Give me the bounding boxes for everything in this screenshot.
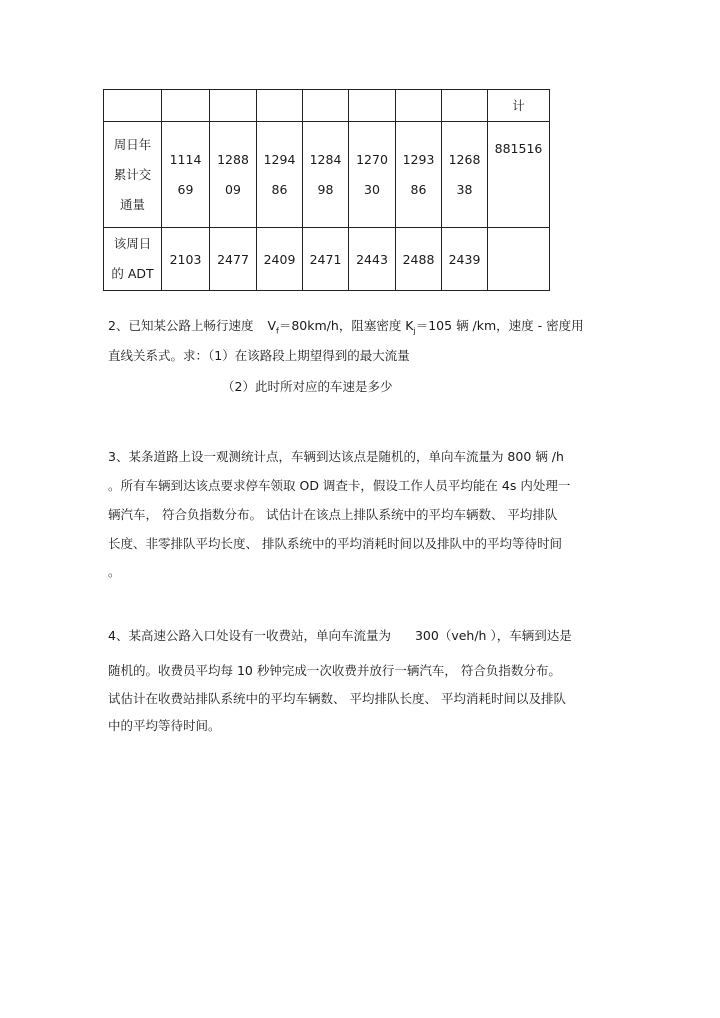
table-cell: 2488 (396, 228, 442, 291)
cell-value-part: 09 (225, 181, 241, 197)
table-cell (442, 122, 488, 228)
q2-var-sub: f (276, 326, 279, 336)
q3-line-4: 长度、非零排队平均长度、 排队系统中的平均消耗时间以及排队中的平均等待时间 (108, 536, 562, 551)
row-label-line: 累计交 (113, 166, 152, 182)
table-cell (257, 122, 303, 228)
table-cell: 2477 (210, 228, 257, 291)
header-cell (104, 90, 162, 122)
cell-value-part: 1270 (356, 151, 388, 167)
row-label (104, 228, 162, 291)
q4-text: 4、某高速公路入口处设有一收费站，单向车流量为 (108, 628, 391, 643)
table-row-adt (104, 228, 550, 291)
row-label (104, 122, 162, 228)
cell-value-part: 1288 (217, 151, 249, 167)
q2-text: 2、已知某公路上畅行速度 (108, 318, 254, 333)
q3-line-5: 。 (108, 564, 121, 579)
table-cell (396, 122, 442, 228)
cell-value-part: 98 (317, 181, 334, 197)
table-cell: 2439 (442, 228, 488, 291)
table-header-row (104, 90, 550, 122)
q4-line-2: 随机的。收费员平均每 10 秒钟完成一次收费并放行一辆汽车， 符合负指数分布。 (108, 663, 561, 678)
q3-line-2: 。所有车辆到达该点要求停车领取 OD 调查卡，假设工作人员平均能在 4s 内处理一 (108, 478, 571, 493)
header-cell (162, 90, 210, 122)
header-cell (210, 90, 257, 122)
table-cell: 2471 (303, 228, 349, 291)
header-cell (303, 90, 349, 122)
row-label-line: 的 ADT (111, 266, 154, 281)
header-cell (396, 90, 442, 122)
row-label-line: 周日年 (113, 136, 152, 152)
cell-value-part: 69 (177, 181, 194, 197)
cell-value-part: 1114 (169, 151, 202, 167)
table-cell (162, 122, 210, 228)
header-cell-total: 计 (488, 90, 550, 122)
row-label-line: 通量 (119, 196, 145, 212)
table-cell: 2443 (349, 228, 396, 291)
adt-table (103, 89, 550, 291)
cell-value-part: 86 (410, 181, 427, 197)
table-cell (210, 122, 257, 228)
table-cell (303, 122, 349, 228)
q2-var-sub: j (413, 326, 416, 336)
q2-line-2: 直线关系式。求：（1）在该路段上期望得到的最大流量 (108, 348, 410, 363)
table-cell: 2103 (162, 228, 210, 291)
cell-value-part: 1293 (402, 151, 435, 167)
cell-value-part: 1294 (263, 151, 296, 167)
q4-line-1 (108, 626, 572, 644)
cell-value-part: 38 (456, 181, 473, 197)
cell-value-part: 86 (271, 181, 288, 197)
q2-line-1 (108, 316, 584, 336)
cell-value-part: 1284 (309, 151, 342, 167)
table-cell-total (488, 122, 550, 228)
cell-value-part: 881516 (494, 141, 543, 156)
header-cell (349, 90, 396, 122)
table-cell-total (488, 228, 550, 291)
header-cell (257, 90, 303, 122)
table-cell: 2409 (257, 228, 303, 291)
header-cell (442, 90, 488, 122)
cell-value-part: 30 (364, 181, 380, 197)
q4-line-3: 试估计在收费站排队系统中的平均车辆数、 平均排队长度、 平均消耗时间以及排队 (108, 691, 566, 706)
table-row-annual-volume (104, 122, 550, 228)
q4-line-4: 中的平均等待时间。 (108, 718, 221, 733)
table-cell (349, 122, 396, 228)
q2-line-3: （2）此时所对应的车速是多少 (222, 379, 393, 394)
q2-var-vf: V (267, 318, 277, 333)
cell-value-part: 1268 (448, 151, 481, 167)
q4-text: 300（veh/h ），车辆到达是 (414, 628, 572, 643)
q2-text: ＝80km/h，阻塞密度 K (278, 318, 414, 333)
row-label-line: 该周日 (113, 236, 152, 251)
q3-line-3: 辆汽车， 符合负指数分布。 试估计在该点上排队系统中的平均车辆数、 平均排队 (108, 507, 558, 522)
q2-text: ＝105 辆 /km，速度 - 密度用 (415, 318, 584, 333)
q3-line-1: 3、某条道路上设一观测统计点，车辆到达该点是随机的，单向车流量为 800 辆 /h (108, 449, 564, 464)
